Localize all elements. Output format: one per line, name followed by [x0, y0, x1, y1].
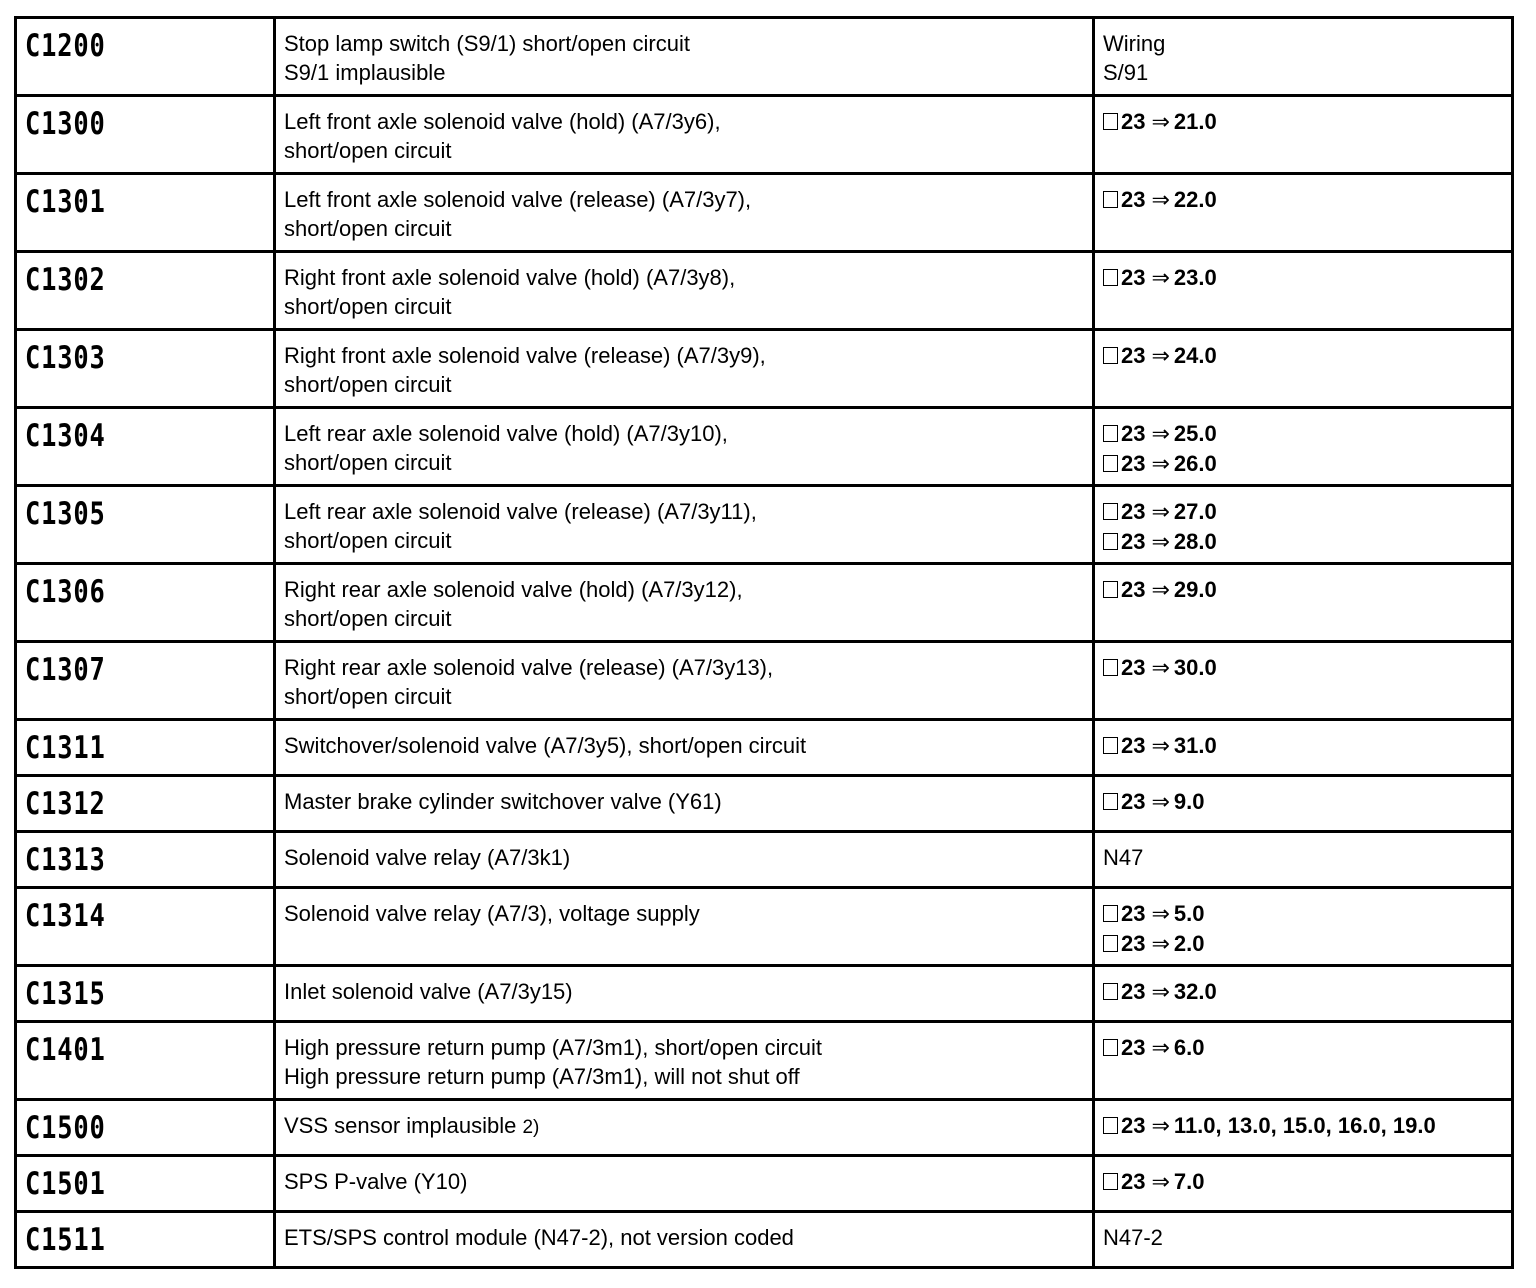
box-icon [1103, 269, 1118, 286]
description-cell: High pressure return pump (A7/3m1), short/open circuit High pressure return pump (A7/3m1), will not shut off [275, 1022, 1094, 1100]
fault-code-cell: C1312 [16, 776, 275, 832]
box-icon [1103, 935, 1118, 952]
double-arrow-icon: ⇒ [1151, 734, 1170, 759]
reference-cell: 23 ⇒ 32.0 [1094, 966, 1513, 1022]
reference-cell: 23 ⇒ 24.0 [1094, 330, 1513, 408]
box-icon [1103, 455, 1118, 472]
table-row [16, 966, 1513, 1022]
double-arrow-icon: ⇒ [1151, 1170, 1170, 1195]
double-arrow-icon: ⇒ [1151, 790, 1170, 815]
reference-cell: 23 ⇒ 7.0 [1094, 1156, 1513, 1212]
double-arrow-icon: ⇒ [1151, 266, 1170, 291]
table-row [16, 408, 1513, 486]
reference-cell: 23 ⇒ 5.0 23 ⇒ 2.0 [1094, 888, 1513, 966]
fault-code-cell: C1306 [16, 564, 275, 642]
box-icon [1103, 533, 1118, 550]
fault-code-cell: C1304 [16, 408, 275, 486]
table-row [16, 832, 1513, 888]
table-row [16, 888, 1513, 966]
table-row [16, 174, 1513, 252]
box-icon [1103, 1039, 1118, 1056]
box-icon [1103, 905, 1118, 922]
description-cell: Stop lamp switch (S9/1) short/open circuit S9/1 implausible [275, 18, 1094, 96]
description-cell: Left rear axle solenoid valve (hold) (A7/3y10), short/open circuit [275, 408, 1094, 486]
reference-cell: 23 ⇒ 27.0 23 ⇒ 28.0 [1094, 486, 1513, 564]
box-icon [1103, 503, 1118, 520]
description-cell: Master brake cylinder switchover valve (Y61) [275, 776, 1094, 832]
fault-code-cell: C1315 [16, 966, 275, 1022]
description-cell: Right front axle solenoid valve (release) (A7/3y9), short/open circuit [275, 330, 1094, 408]
box-icon [1103, 113, 1118, 130]
fault-code-cell: C1311 [16, 720, 275, 776]
reference-cell: 23 ⇒ 25.0 23 ⇒ 26.0 [1094, 408, 1513, 486]
fault-code-cell: C1302 [16, 252, 275, 330]
table-row [16, 252, 1513, 330]
table-row [16, 776, 1513, 832]
double-arrow-icon: ⇒ [1151, 980, 1170, 1005]
box-icon [1103, 1117, 1118, 1134]
double-arrow-icon: ⇒ [1151, 452, 1170, 477]
description-cell: Left front axle solenoid valve (hold) (A7/3y6), short/open circuit [275, 96, 1094, 174]
box-icon [1103, 191, 1118, 208]
table-row [16, 564, 1513, 642]
double-arrow-icon: ⇒ [1151, 188, 1170, 213]
table-row [16, 1100, 1513, 1156]
description-cell: Left rear axle solenoid valve (release) (A7/3y11), short/open circuit [275, 486, 1094, 564]
description-cell: ETS/SPS control module (N47-2), not version coded [275, 1212, 1094, 1268]
fault-code-cell: C1303 [16, 330, 275, 408]
table-row [16, 642, 1513, 720]
fault-code-cell: C1501 [16, 1156, 275, 1212]
box-icon [1103, 793, 1118, 810]
table-row [16, 18, 1513, 96]
box-icon [1103, 659, 1118, 676]
reference-cell: 23 ⇒ 31.0 [1094, 720, 1513, 776]
description-cell: Right rear axle solenoid valve (release) (A7/3y13), short/open circuit [275, 642, 1094, 720]
footnote-marker: 2) [522, 1117, 540, 1138]
table-row [16, 96, 1513, 174]
box-icon [1103, 581, 1118, 598]
table-row [16, 330, 1513, 408]
fault-code-cell: C1313 [16, 832, 275, 888]
reference-cell: N47 [1094, 832, 1513, 888]
double-arrow-icon: ⇒ [1151, 500, 1170, 525]
fault-code-table [14, 16, 1514, 1269]
description-cell: Solenoid valve relay (A7/3k1) [275, 832, 1094, 888]
reference-cell: 23 ⇒ 9.0 [1094, 776, 1513, 832]
fault-code-cell: C1511 [16, 1212, 275, 1268]
double-arrow-icon: ⇒ [1151, 578, 1170, 603]
description-cell: Switchover/solenoid valve (A7/3y5), short/open circuit [275, 720, 1094, 776]
reference-cell: 23 ⇒ 23.0 [1094, 252, 1513, 330]
box-icon [1103, 347, 1118, 364]
table-row [16, 486, 1513, 564]
reference-cell: 23 ⇒ 11.0, 13.0, 15.0, 16.0, 19.0 [1094, 1100, 1513, 1156]
description-cell: SPS P-valve (Y10) [275, 1156, 1094, 1212]
box-icon [1103, 983, 1118, 1000]
box-icon [1103, 1173, 1118, 1190]
reference-cell: 23 ⇒ 30.0 [1094, 642, 1513, 720]
double-arrow-icon: ⇒ [1151, 344, 1170, 369]
fault-code-cell: C1307 [16, 642, 275, 720]
double-arrow-icon: ⇒ [1151, 656, 1170, 681]
fault-code-cell: C1305 [16, 486, 275, 564]
double-arrow-icon: ⇒ [1151, 110, 1170, 135]
fault-code-cell: C1301 [16, 174, 275, 252]
description-cell: Left front axle solenoid valve (release) (A7/3y7), short/open circuit [275, 174, 1094, 252]
double-arrow-icon: ⇒ [1151, 1036, 1170, 1061]
reference-cell: Wiring S/91 [1094, 18, 1513, 96]
double-arrow-icon: ⇒ [1151, 422, 1170, 447]
double-arrow-icon: ⇒ [1151, 932, 1170, 957]
reference-cell: N47-2 [1094, 1212, 1513, 1268]
reference-cell: 23 ⇒ 29.0 [1094, 564, 1513, 642]
description-cell: Inlet solenoid valve (A7/3y15) [275, 966, 1094, 1022]
table-row [16, 1022, 1513, 1100]
reference-cell: 23 ⇒ 21.0 [1094, 96, 1513, 174]
description-cell: VSS sensor implausible 2) [275, 1100, 1094, 1156]
fault-code-table-body [16, 18, 1513, 1268]
reference-cell: 23 ⇒ 6.0 [1094, 1022, 1513, 1100]
box-icon [1103, 737, 1118, 754]
reference-cell: 23 ⇒ 22.0 [1094, 174, 1513, 252]
table-row [16, 1156, 1513, 1212]
double-arrow-icon: ⇒ [1151, 1114, 1170, 1139]
table-row [16, 720, 1513, 776]
fault-code-cell: C1314 [16, 888, 275, 966]
table-row [16, 1212, 1513, 1268]
double-arrow-icon: ⇒ [1151, 902, 1170, 927]
fault-code-table-wrapper [14, 16, 1514, 1269]
fault-code-cell: C1200 [16, 18, 275, 96]
description-cell: Right rear axle solenoid valve (hold) (A7/3y12), short/open circuit [275, 564, 1094, 642]
fault-code-cell: C1500 [16, 1100, 275, 1156]
fault-code-cell: C1300 [16, 96, 275, 174]
box-icon [1103, 425, 1118, 442]
description-cell: Solenoid valve relay (A7/3), voltage supply [275, 888, 1094, 966]
fault-code-cell: C1401 [16, 1022, 275, 1100]
description-cell: Right front axle solenoid valve (hold) (A7/3y8), short/open circuit [275, 252, 1094, 330]
double-arrow-icon: ⇒ [1151, 530, 1170, 555]
